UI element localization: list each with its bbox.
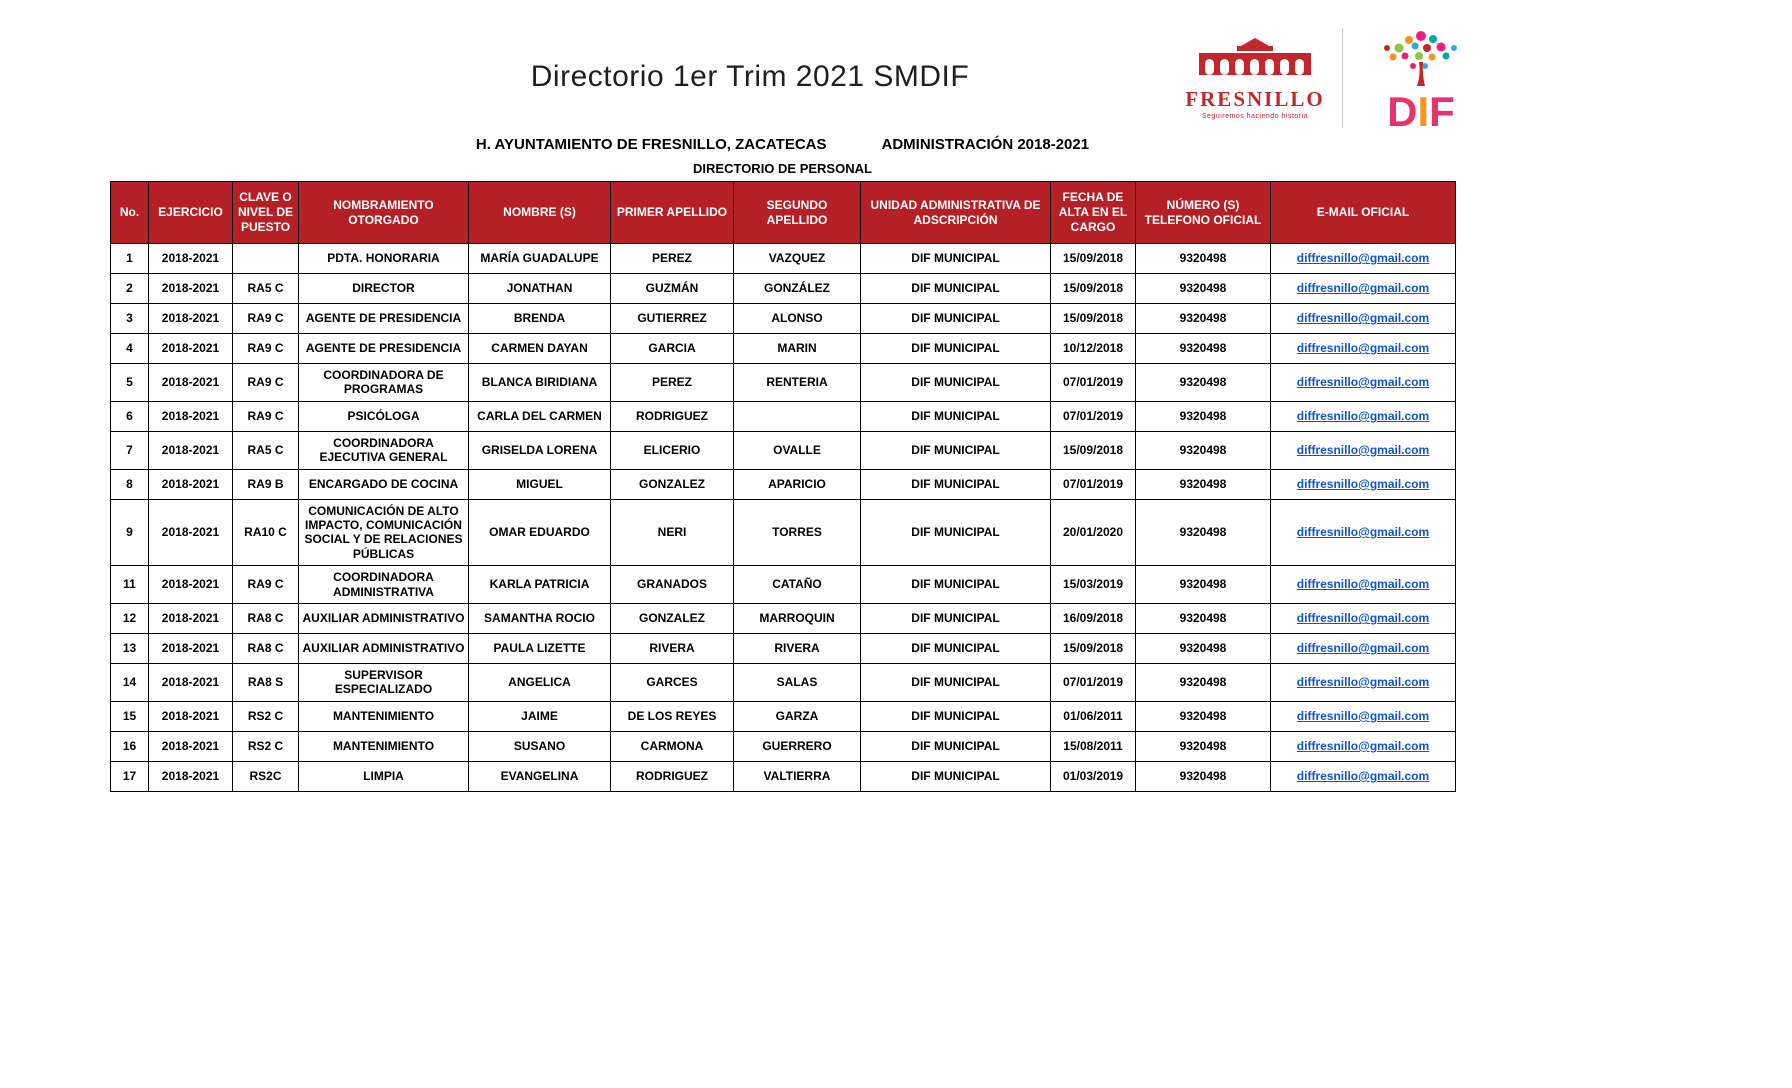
email-link[interactable]: diffresnillo@gmail.com: [1296, 281, 1430, 296]
cell-nombramiento: LIMPIA: [299, 761, 469, 791]
cell-ejercicio: 2018-2021: [149, 274, 233, 304]
fresnillo-logo: [1180, 36, 1330, 120]
cell-telefono: 9320498: [1136, 731, 1271, 761]
dif-logo: [1361, 26, 1481, 135]
cell-primer-apellido: RODRIGUEZ: [611, 761, 734, 791]
cell-segundo-apellido: MARROQUIN: [734, 603, 861, 633]
email-link[interactable]: diffresnillo@gmail.com: [1296, 611, 1430, 626]
cell-ejercicio: 2018-2021: [149, 304, 233, 334]
directory-table-container: [110, 181, 1456, 792]
cell-ejercicio: 2018-2021: [149, 566, 233, 604]
email-link[interactable]: diffresnillo@gmail.com: [1296, 738, 1430, 753]
cell-primer-apellido: PEREZ: [611, 364, 734, 402]
cell-no: 2: [111, 274, 149, 304]
cell-unidad-adscripcion: DIF MUNICIPAL: [861, 469, 1051, 499]
cell-unidad-adscripcion: DIF MUNICIPAL: [861, 304, 1051, 334]
cell-fecha-alta: 16/09/2018: [1051, 603, 1136, 633]
email-link[interactable]: diffresnillo@gmail.com: [1296, 442, 1430, 457]
subtitle-administracion: ADMINISTRACIÓN 2018-2021: [881, 136, 1090, 153]
col-header-ejercicio: EJERCICIO: [149, 182, 233, 244]
cell-unidad-adscripcion: DIF MUNICIPAL: [861, 499, 1051, 566]
cell-segundo-apellido: APARICIO: [734, 469, 861, 499]
cell-primer-apellido: GUZMÁN: [611, 274, 734, 304]
cell-clave-nivel: RA8 C: [233, 633, 299, 663]
cell-email: [1271, 274, 1456, 304]
email-link[interactable]: diffresnillo@gmail.com: [1296, 708, 1430, 723]
cell-segundo-apellido: OVALLE: [734, 431, 861, 469]
page-title: Directorio 1er Trim 2021 SMDIF: [530, 60, 970, 93]
cell-unidad-adscripcion: DIF MUNICIPAL: [861, 244, 1051, 274]
cell-fecha-alta: 15/09/2018: [1051, 633, 1136, 663]
cell-no: 3: [111, 304, 149, 334]
cell-segundo-apellido: RIVERA: [734, 633, 861, 663]
cell-nombre: OMAR EDUARDO: [469, 499, 611, 566]
cell-nombramiento: AGENTE DE PRESIDENCIA: [299, 334, 469, 364]
cell-nombramiento: DIRECTOR: [299, 274, 469, 304]
cell-clave-nivel: RA9 C: [233, 566, 299, 604]
cell-unidad-adscripcion: DIF MUNICIPAL: [861, 274, 1051, 304]
cell-telefono: 9320498: [1136, 244, 1271, 274]
cell-nombre: MIGUEL: [469, 469, 611, 499]
col-header-email: E-MAIL OFICIAL: [1271, 182, 1456, 244]
header-row: [111, 182, 1456, 244]
logo-divider: [1342, 28, 1343, 128]
cell-nombramiento: COORDINADORA DE PROGRAMAS: [299, 364, 469, 402]
cell-segundo-apellido: RENTERIA: [734, 364, 861, 402]
cell-primer-apellido: GUTIERREZ: [611, 304, 734, 334]
table-caption: DIRECTORIO DE PERSONAL: [693, 161, 872, 176]
cell-ejercicio: 2018-2021: [149, 731, 233, 761]
col-header-clave-nivel: CLAVE O NIVEL DE PUESTO: [233, 182, 299, 244]
cell-fecha-alta: 15/08/2011: [1051, 731, 1136, 761]
email-link[interactable]: diffresnillo@gmail.com: [1296, 311, 1430, 326]
cell-segundo-apellido: SALAS: [734, 663, 861, 701]
cell-email: [1271, 244, 1456, 274]
cell-clave-nivel: RS2 C: [233, 731, 299, 761]
email-link[interactable]: diffresnillo@gmail.com: [1296, 375, 1430, 390]
cell-no: 11: [111, 566, 149, 604]
cell-primer-apellido: GONZALEZ: [611, 603, 734, 633]
cell-no: 5: [111, 364, 149, 402]
cell-nombramiento: MANTENIMIENTO: [299, 731, 469, 761]
fresnillo-building-icon: [1191, 36, 1319, 85]
email-link[interactable]: diffresnillo@gmail.com: [1296, 251, 1430, 266]
cell-segundo-apellido: CATAÑO: [734, 566, 861, 604]
cell-fecha-alta: 07/01/2019: [1051, 401, 1136, 431]
cell-segundo-apellido: ALONSO: [734, 304, 861, 334]
cell-nombre: SUSANO: [469, 731, 611, 761]
cell-fecha-alta: 20/01/2020: [1051, 499, 1136, 566]
email-link[interactable]: diffresnillo@gmail.com: [1296, 476, 1430, 491]
cell-ejercicio: 2018-2021: [149, 469, 233, 499]
cell-nombramiento: PSICÓLOGA: [299, 401, 469, 431]
col-header-no: No.: [111, 182, 149, 244]
cell-nombramiento: AGENTE DE PRESIDENCIA: [299, 304, 469, 334]
cell-telefono: 9320498: [1136, 431, 1271, 469]
cell-nombramiento: COORDINADORA EJECUTIVA GENERAL: [299, 431, 469, 469]
cell-telefono: 9320498: [1136, 499, 1271, 566]
cell-ejercicio: 2018-2021: [149, 663, 233, 701]
directory-table-body: [111, 244, 1456, 792]
cell-clave-nivel: [233, 244, 299, 274]
cell-clave-nivel: RS2C: [233, 761, 299, 791]
cell-ejercicio: 2018-2021: [149, 401, 233, 431]
cell-email: [1271, 663, 1456, 701]
table-row: [111, 431, 1456, 469]
cell-nombramiento: COORDINADORA ADMINISTRATIVA: [299, 566, 469, 604]
subtitle-ayuntamiento: H. AYUNTAMIENTO DE FRESNILLO, ZACATECAS: [475, 136, 827, 153]
cell-email: [1271, 364, 1456, 402]
cell-ejercicio: 2018-2021: [149, 761, 233, 791]
cell-no: 4: [111, 334, 149, 364]
cell-primer-apellido: ELICERIO: [611, 431, 734, 469]
col-header-unidad-adscripcion: UNIDAD ADMINISTRATIVA DE ADSCRIPCIÓN: [861, 182, 1051, 244]
table-row: [111, 304, 1456, 334]
cell-telefono: 9320498: [1136, 401, 1271, 431]
cell-clave-nivel: RA10 C: [233, 499, 299, 566]
cell-ejercicio: 2018-2021: [149, 499, 233, 566]
cell-nombre: EVANGELINA: [469, 761, 611, 791]
cell-no: 7: [111, 431, 149, 469]
cell-unidad-adscripcion: DIF MUNICIPAL: [861, 566, 1051, 604]
email-link[interactable]: diffresnillo@gmail.com: [1296, 409, 1430, 424]
cell-ejercicio: 2018-2021: [149, 364, 233, 402]
cell-nombramiento: ENCARGADO DE COCINA: [299, 469, 469, 499]
cell-clave-nivel: RA9 C: [233, 401, 299, 431]
cell-nombre: JAIME: [469, 701, 611, 731]
cell-email: [1271, 431, 1456, 469]
col-header-nombramiento: NOMBRAMIENTO OTORGADO: [299, 182, 469, 244]
cell-clave-nivel: RA5 C: [233, 274, 299, 304]
cell-ejercicio: 2018-2021: [149, 431, 233, 469]
cell-nombre: GRISELDA LORENA: [469, 431, 611, 469]
table-row: [111, 761, 1456, 791]
cell-unidad-adscripcion: DIF MUNICIPAL: [861, 431, 1051, 469]
table-row: [111, 566, 1456, 604]
cell-email: [1271, 633, 1456, 663]
cell-segundo-apellido: GONZÁLEZ: [734, 274, 861, 304]
email-link[interactable]: diffresnillo@gmail.com: [1296, 525, 1430, 540]
table-row: [111, 499, 1456, 566]
cell-primer-apellido: GARCES: [611, 663, 734, 701]
cell-clave-nivel: RA9 B: [233, 469, 299, 499]
cell-ejercicio: 2018-2021: [149, 244, 233, 274]
cell-no: 17: [111, 761, 149, 791]
cell-unidad-adscripcion: DIF MUNICIPAL: [861, 401, 1051, 431]
cell-nombre: KARLA PATRICIA: [469, 566, 611, 604]
cell-fecha-alta: 15/03/2019: [1051, 566, 1136, 604]
cell-unidad-adscripcion: DIF MUNICIPAL: [861, 731, 1051, 761]
table-row: [111, 469, 1456, 499]
logo-zone: [1180, 18, 1510, 138]
cell-fecha-alta: 15/09/2018: [1051, 244, 1136, 274]
email-link[interactable]: diffresnillo@gmail.com: [1296, 341, 1430, 356]
cell-fecha-alta: 15/09/2018: [1051, 304, 1136, 334]
cell-unidad-adscripcion: DIF MUNICIPAL: [861, 633, 1051, 663]
cell-telefono: 9320498: [1136, 364, 1271, 402]
email-link[interactable]: diffresnillo@gmail.com: [1296, 577, 1430, 592]
cell-no: 13: [111, 633, 149, 663]
cell-telefono: 9320498: [1136, 663, 1271, 701]
cell-fecha-alta: 15/09/2018: [1051, 274, 1136, 304]
cell-segundo-apellido: MARIN: [734, 334, 861, 364]
cell-primer-apellido: RIVERA: [611, 633, 734, 663]
cell-email: [1271, 304, 1456, 334]
cell-nombramiento: SUPERVISOR ESPECIALIZADO: [299, 663, 469, 701]
cell-email: [1271, 701, 1456, 731]
cell-nombre: CARLA DEL CARMEN: [469, 401, 611, 431]
email-link[interactable]: diffresnillo@gmail.com: [1296, 641, 1430, 656]
cell-nombre: MARÍA GUADALUPE: [469, 244, 611, 274]
col-header-primer-apellido: PRIMER APELLIDO: [611, 182, 734, 244]
fresnillo-wordmark: FRESNILLO: [1185, 87, 1325, 111]
table-row: [111, 633, 1456, 663]
table-row: [111, 401, 1456, 431]
table-row: [111, 274, 1456, 304]
cell-segundo-apellido: VALTIERRA: [734, 761, 861, 791]
cell-fecha-alta: 01/06/2011: [1051, 701, 1136, 731]
cell-primer-apellido: DE LOS REYES: [611, 701, 734, 731]
cell-email: [1271, 603, 1456, 633]
cell-fecha-alta: 07/01/2019: [1051, 663, 1136, 701]
cell-nombramiento: AUXILIAR ADMINISTRATIVO: [299, 603, 469, 633]
cell-clave-nivel: RS2 C: [233, 701, 299, 731]
cell-telefono: 9320498: [1136, 603, 1271, 633]
cell-fecha-alta: 01/03/2019: [1051, 761, 1136, 791]
table-row: [111, 731, 1456, 761]
subtitle-row: [110, 136, 1455, 153]
cell-no: 9: [111, 499, 149, 566]
cell-fecha-alta: 07/01/2019: [1051, 364, 1136, 402]
cell-telefono: 9320498: [1136, 761, 1271, 791]
cell-segundo-apellido: VAZQUEZ: [734, 244, 861, 274]
cell-telefono: 9320498: [1136, 274, 1271, 304]
cell-no: 8: [111, 469, 149, 499]
cell-telefono: 9320498: [1136, 304, 1271, 334]
cell-email: [1271, 761, 1456, 791]
cell-unidad-adscripcion: DIF MUNICIPAL: [861, 701, 1051, 731]
cell-primer-apellido: NERI: [611, 499, 734, 566]
cell-nombramiento: MANTENIMIENTO: [299, 701, 469, 731]
cell-primer-apellido: GARCIA: [611, 334, 734, 364]
cell-fecha-alta: 15/09/2018: [1051, 431, 1136, 469]
col-header-segundo-apellido: SEGUNDO APELLIDO: [734, 182, 861, 244]
cell-clave-nivel: RA9 C: [233, 334, 299, 364]
cell-nombramiento: COMUNICACIÓN DE ALTO IMPACTO, COMUNICACIÓN SOCIAL Y DE RELACIONES PÚBLICAS: [299, 499, 469, 566]
cell-telefono: 9320498: [1136, 334, 1271, 364]
cell-ejercicio: 2018-2021: [149, 701, 233, 731]
cell-nombre: SAMANTHA ROCIO: [469, 603, 611, 633]
fresnillo-tagline: Seguiremos haciendo historia: [1201, 113, 1309, 120]
cell-ejercicio: 2018-2021: [149, 633, 233, 663]
cell-telefono: 9320498: [1136, 566, 1271, 604]
cell-no: 15: [111, 701, 149, 731]
cell-clave-nivel: RA8 C: [233, 603, 299, 633]
cell-telefono: 9320498: [1136, 469, 1271, 499]
cell-nombre: BLANCA BIRIDIANA: [469, 364, 611, 402]
cell-no: 12: [111, 603, 149, 633]
table-row: [111, 364, 1456, 402]
cell-primer-apellido: CARMONA: [611, 731, 734, 761]
cell-email: [1271, 731, 1456, 761]
cell-nombre: CARMEN DAYAN: [469, 334, 611, 364]
cell-fecha-alta: 07/01/2019: [1051, 469, 1136, 499]
col-header-telefono: NÚMERO (S) TELEFONO OFICIAL: [1136, 182, 1271, 244]
cell-nombramiento: AUXILIAR ADMINISTRATIVO: [299, 633, 469, 663]
cell-telefono: 9320498: [1136, 701, 1271, 731]
cell-email: [1271, 401, 1456, 431]
cell-no: 1: [111, 244, 149, 274]
cell-nombre: BRENDA: [469, 304, 611, 334]
cell-no: 14: [111, 663, 149, 701]
directory-table-head: [111, 182, 1456, 244]
cell-segundo-apellido: GUERRERO: [734, 731, 861, 761]
dif-tree-icon: [1371, 26, 1471, 93]
directory-table: [110, 181, 1456, 792]
cell-email: [1271, 566, 1456, 604]
cell-no: 6: [111, 401, 149, 431]
cell-primer-apellido: GONZALEZ: [611, 469, 734, 499]
cell-unidad-adscripcion: DIF MUNICIPAL: [861, 603, 1051, 633]
table-row: [111, 663, 1456, 701]
cell-unidad-adscripcion: DIF MUNICIPAL: [861, 334, 1051, 364]
cell-segundo-apellido: TORRES: [734, 499, 861, 566]
col-header-fecha-alta: FECHA DE ALTA EN EL CARGO: [1051, 182, 1136, 244]
cell-clave-nivel: RA9 C: [233, 304, 299, 334]
cell-unidad-adscripcion: DIF MUNICIPAL: [861, 364, 1051, 402]
cell-primer-apellido: PEREZ: [611, 244, 734, 274]
cell-nombramiento: PDTA. HONORARIA: [299, 244, 469, 274]
cell-no: 16: [111, 731, 149, 761]
cell-email: [1271, 499, 1456, 566]
col-header-nombre: NOMBRE (S): [469, 182, 611, 244]
cell-fecha-alta: 10/12/2018: [1051, 334, 1136, 364]
cell-nombre: ANGELICA: [469, 663, 611, 701]
cell-ejercicio: 2018-2021: [149, 334, 233, 364]
cell-telefono: 9320498: [1136, 633, 1271, 663]
cell-clave-nivel: RA9 C: [233, 364, 299, 402]
dif-wordmark: D I F: [1387, 87, 1455, 135]
cell-unidad-adscripcion: DIF MUNICIPAL: [861, 761, 1051, 791]
cell-ejercicio: 2018-2021: [149, 603, 233, 633]
cell-segundo-apellido: GARZA: [734, 701, 861, 731]
email-link[interactable]: diffresnillo@gmail.com: [1296, 675, 1430, 690]
cell-email: [1271, 334, 1456, 364]
cell-email: [1271, 469, 1456, 499]
table-row: [111, 334, 1456, 364]
table-row: [111, 603, 1456, 633]
email-link[interactable]: diffresnillo@gmail.com: [1296, 768, 1430, 783]
cell-unidad-adscripcion: DIF MUNICIPAL: [861, 663, 1051, 701]
table-row: [111, 701, 1456, 731]
cell-clave-nivel: RA5 C: [233, 431, 299, 469]
cell-clave-nivel: RA8 S: [233, 663, 299, 701]
table-row: [111, 244, 1456, 274]
cell-segundo-apellido: [734, 401, 861, 431]
cell-primer-apellido: GRANADOS: [611, 566, 734, 604]
cell-primer-apellido: RODRIGUEZ: [611, 401, 734, 431]
cell-nombre: JONATHAN: [469, 274, 611, 304]
cell-nombre: PAULA LIZETTE: [469, 633, 611, 663]
